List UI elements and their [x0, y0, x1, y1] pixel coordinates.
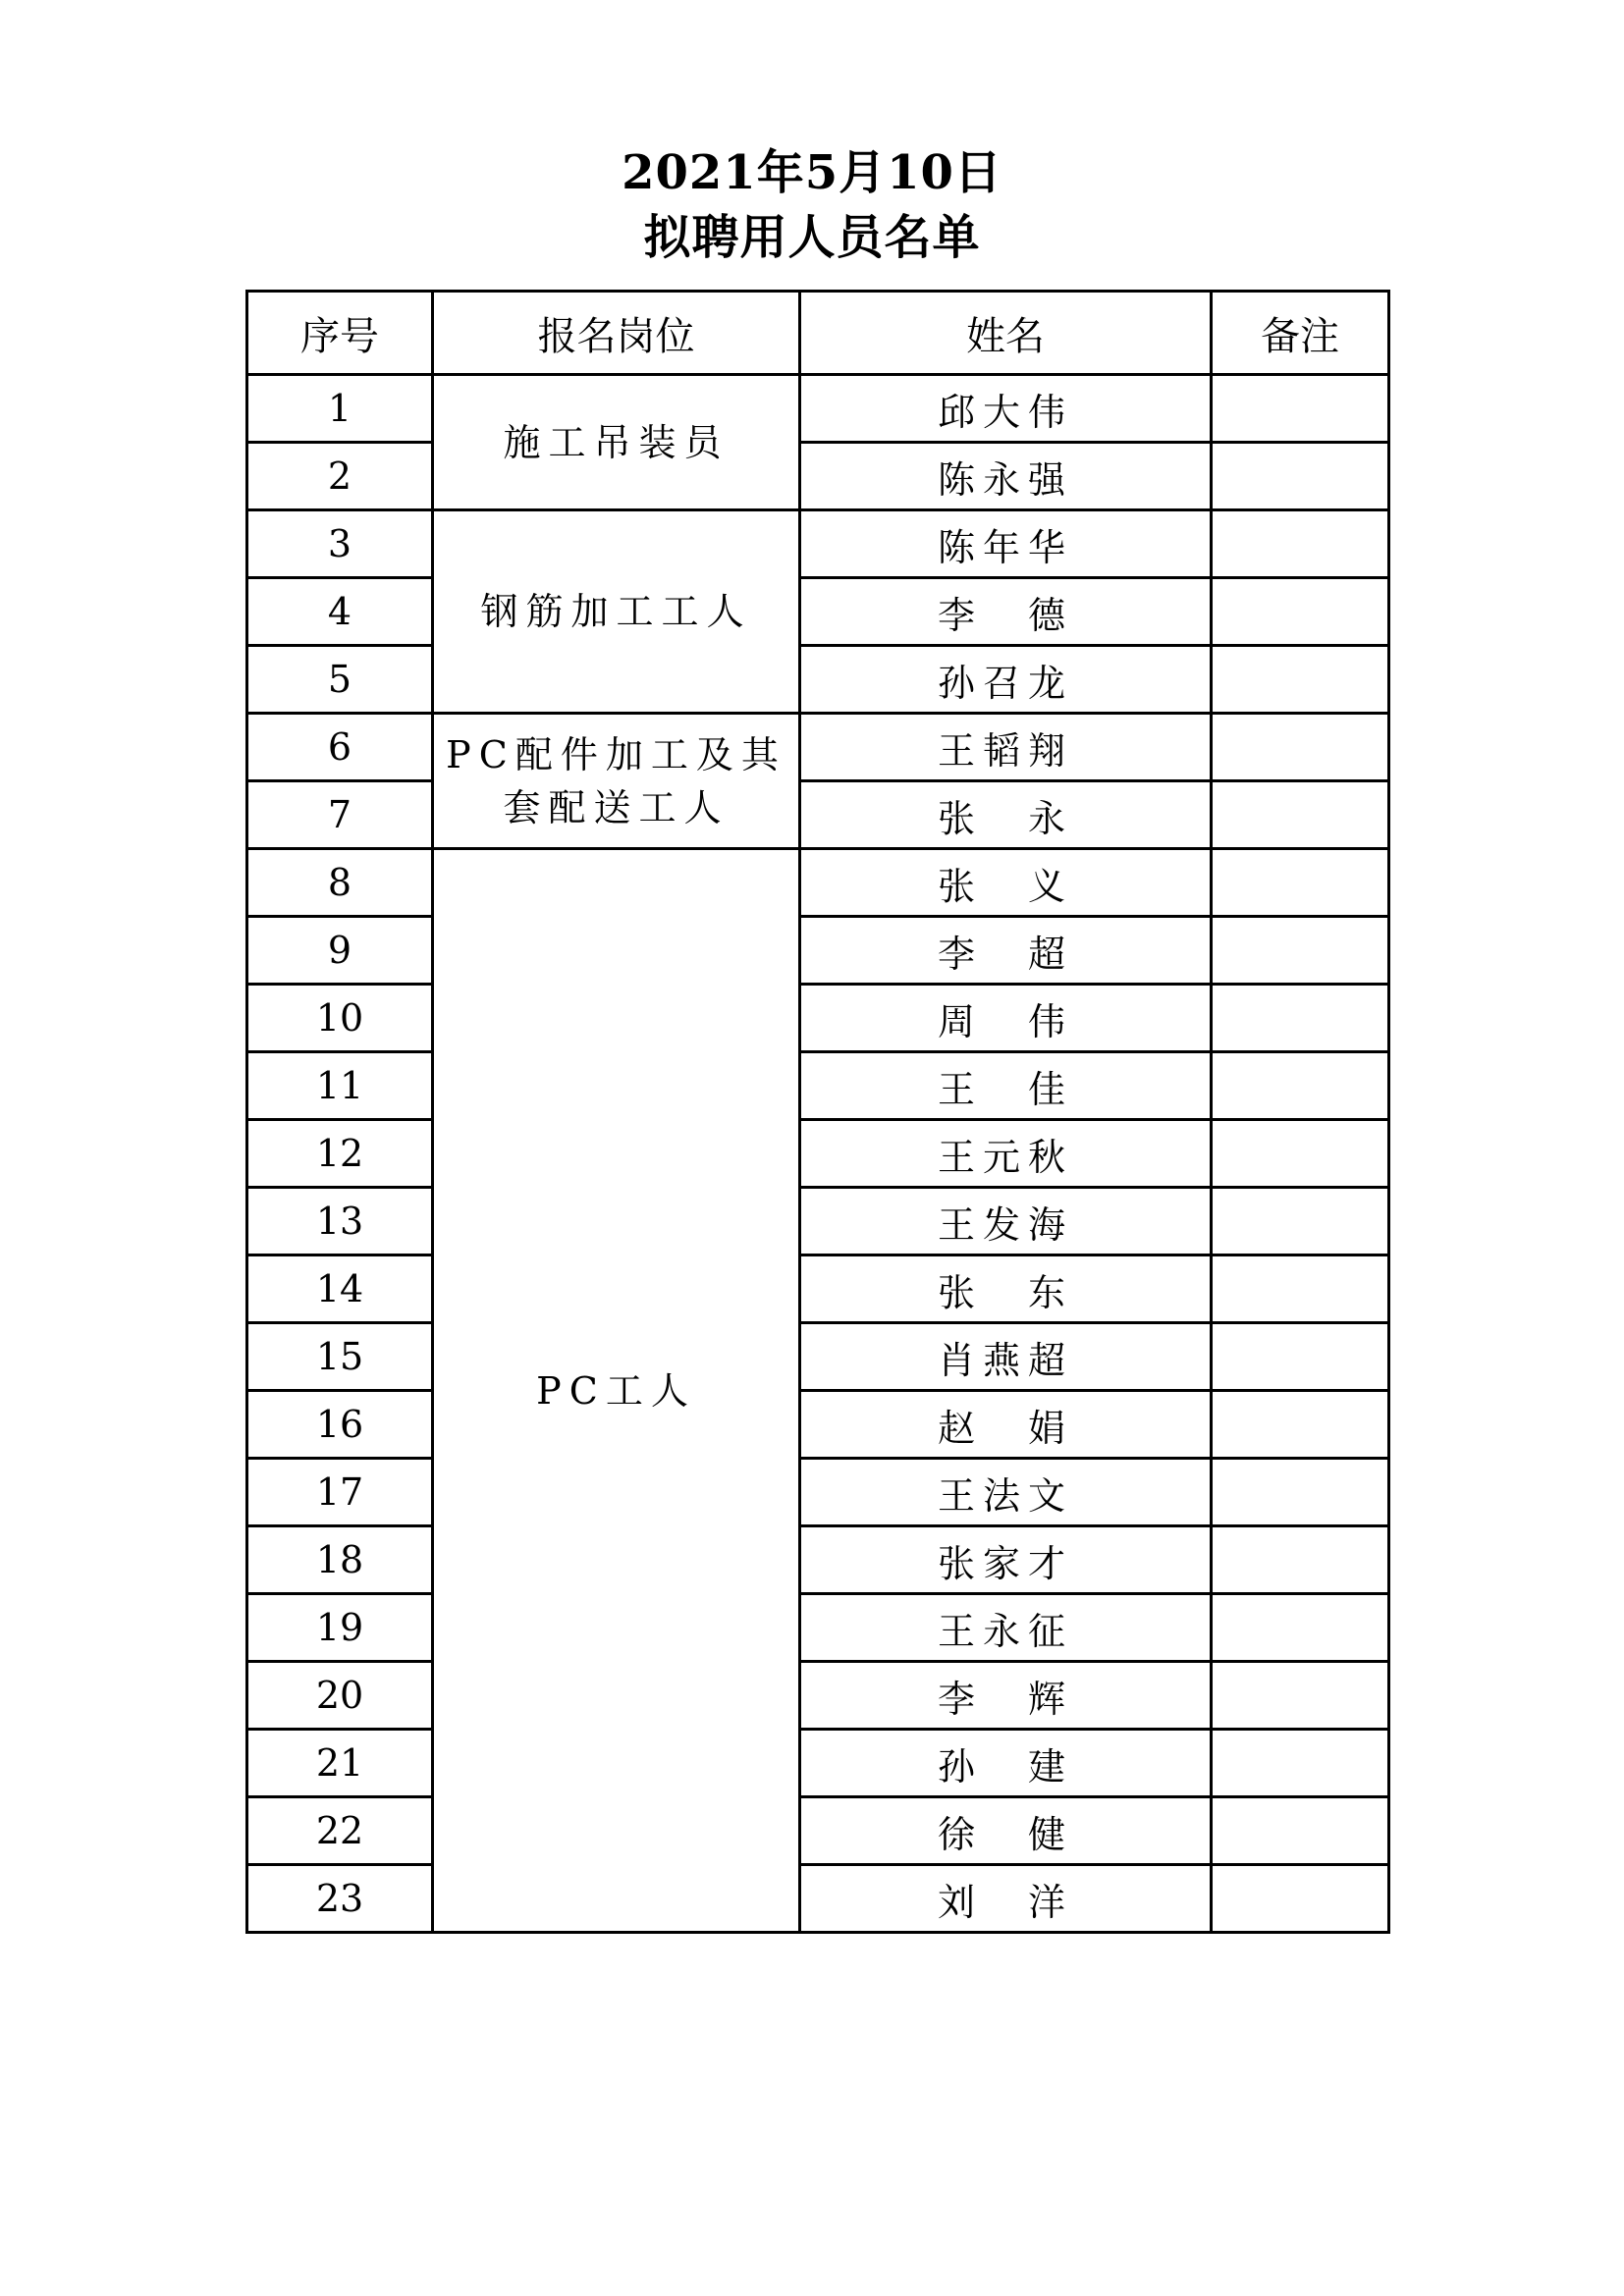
- table-row: [247, 1188, 1389, 1255]
- name-cell: 徐 健: [800, 1797, 1212, 1865]
- seq-cell: 8: [247, 849, 433, 917]
- name-cell: 王 佳: [800, 1052, 1212, 1120]
- name-cell: 张 东: [800, 1255, 1212, 1323]
- note-cell: [1212, 1120, 1389, 1188]
- seq-cell: 23: [247, 1865, 433, 1933]
- roster-body: [247, 375, 1389, 1933]
- seq-cell: 2: [247, 443, 433, 510]
- name-cell: 张 义: [800, 849, 1212, 917]
- note-cell: [1212, 1865, 1389, 1933]
- table-row: [247, 781, 1389, 849]
- note-cell: [1212, 849, 1389, 917]
- note-cell: [1212, 1459, 1389, 1526]
- note-cell: [1212, 714, 1389, 781]
- seq-cell: 18: [247, 1526, 433, 1594]
- name-cell: 孙召龙: [800, 646, 1212, 714]
- seq-cell: 14: [247, 1255, 433, 1323]
- seq-cell: 11: [247, 1052, 433, 1120]
- note-cell: [1212, 1323, 1389, 1391]
- table-row: [247, 578, 1389, 646]
- name-cell: 肖燕超: [800, 1323, 1212, 1391]
- position-cell: PC工人: [433, 849, 800, 1933]
- name-cell: 周 伟: [800, 985, 1212, 1052]
- seq-cell: 7: [247, 781, 433, 849]
- seq-cell: 9: [247, 917, 433, 985]
- note-cell: [1212, 985, 1389, 1052]
- document-date-title: 2021年5月10日: [622, 145, 1002, 200]
- seq-cell: 5: [247, 646, 433, 714]
- name-cell: 王永征: [800, 1594, 1212, 1662]
- note-cell: [1212, 1730, 1389, 1797]
- seq-cell: 10: [247, 985, 433, 1052]
- header-name: 姓名: [800, 292, 1212, 375]
- name-cell: 赵 娟: [800, 1391, 1212, 1459]
- name-cell: 王韬翔: [800, 714, 1212, 781]
- seq-cell: 16: [247, 1391, 433, 1459]
- table-row: [247, 1662, 1389, 1730]
- name-cell: 刘 洋: [800, 1865, 1212, 1933]
- seq-cell: 1: [247, 375, 433, 443]
- name-cell: 李 辉: [800, 1662, 1212, 1730]
- name-cell: 陈年华: [800, 510, 1212, 578]
- note-cell: [1212, 1662, 1389, 1730]
- note-cell: [1212, 1526, 1389, 1594]
- note-cell: [1212, 1797, 1389, 1865]
- note-cell: [1212, 1052, 1389, 1120]
- note-cell: [1212, 1594, 1389, 1662]
- name-cell: 李 德: [800, 578, 1212, 646]
- table-row: [247, 849, 1389, 917]
- position-cell: 施工吊装员: [433, 375, 800, 510]
- table-row: [247, 1730, 1389, 1797]
- table-row: [247, 1526, 1389, 1594]
- name-cell: 李 超: [800, 917, 1212, 985]
- note-cell: [1212, 510, 1389, 578]
- position-cell: 钢筋加工工人: [433, 510, 800, 714]
- header-seq: 序号: [247, 292, 433, 375]
- note-cell: [1212, 917, 1389, 985]
- name-cell: 陈永强: [800, 443, 1212, 510]
- header-note: 备注: [1212, 292, 1389, 375]
- seq-cell: 4: [247, 578, 433, 646]
- name-cell: 张 永: [800, 781, 1212, 849]
- table-row: [247, 1255, 1389, 1323]
- document-title: 拟聘用人员名单: [643, 210, 981, 265]
- header-position: 报名岗位: [433, 292, 800, 375]
- seq-cell: 20: [247, 1662, 433, 1730]
- name-cell: 王发海: [800, 1188, 1212, 1255]
- note-cell: [1212, 443, 1389, 510]
- name-cell: 王法文: [800, 1459, 1212, 1526]
- table-row: [247, 917, 1389, 985]
- name-cell: 王元秋: [800, 1120, 1212, 1188]
- note-cell: [1212, 375, 1389, 443]
- seq-cell: 6: [247, 714, 433, 781]
- note-cell: [1212, 1255, 1389, 1323]
- table-row: [247, 510, 1389, 578]
- position-cell: PC配件加工及其套配送工人: [433, 714, 800, 849]
- table-row: [247, 443, 1389, 510]
- seq-cell: 21: [247, 1730, 433, 1797]
- roster-table: [245, 290, 1390, 1934]
- seq-cell: 15: [247, 1323, 433, 1391]
- table-row: [247, 714, 1389, 781]
- seq-cell: 19: [247, 1594, 433, 1662]
- note-cell: [1212, 578, 1389, 646]
- note-cell: [1212, 1188, 1389, 1255]
- name-cell: 孙 建: [800, 1730, 1212, 1797]
- note-cell: [1212, 1391, 1389, 1459]
- table-row: [247, 1459, 1389, 1526]
- note-cell: [1212, 781, 1389, 849]
- seq-cell: 13: [247, 1188, 433, 1255]
- name-cell: 张家才: [800, 1526, 1212, 1594]
- table-row: [247, 1797, 1389, 1865]
- table-row: [247, 985, 1389, 1052]
- seq-cell: 12: [247, 1120, 433, 1188]
- seq-cell: 22: [247, 1797, 433, 1865]
- table-row: [247, 1323, 1389, 1391]
- table-row: [247, 1391, 1389, 1459]
- seq-cell: 17: [247, 1459, 433, 1526]
- table-row: [247, 375, 1389, 443]
- note-cell: [1212, 646, 1389, 714]
- table-row: [247, 1120, 1389, 1188]
- name-cell: 邱大伟: [800, 375, 1212, 443]
- table-row: [247, 1594, 1389, 1662]
- table-row: [247, 1052, 1389, 1120]
- table-row: [247, 1865, 1389, 1933]
- header-row: [247, 292, 1389, 375]
- seq-cell: 3: [247, 510, 433, 578]
- table-row: [247, 646, 1389, 714]
